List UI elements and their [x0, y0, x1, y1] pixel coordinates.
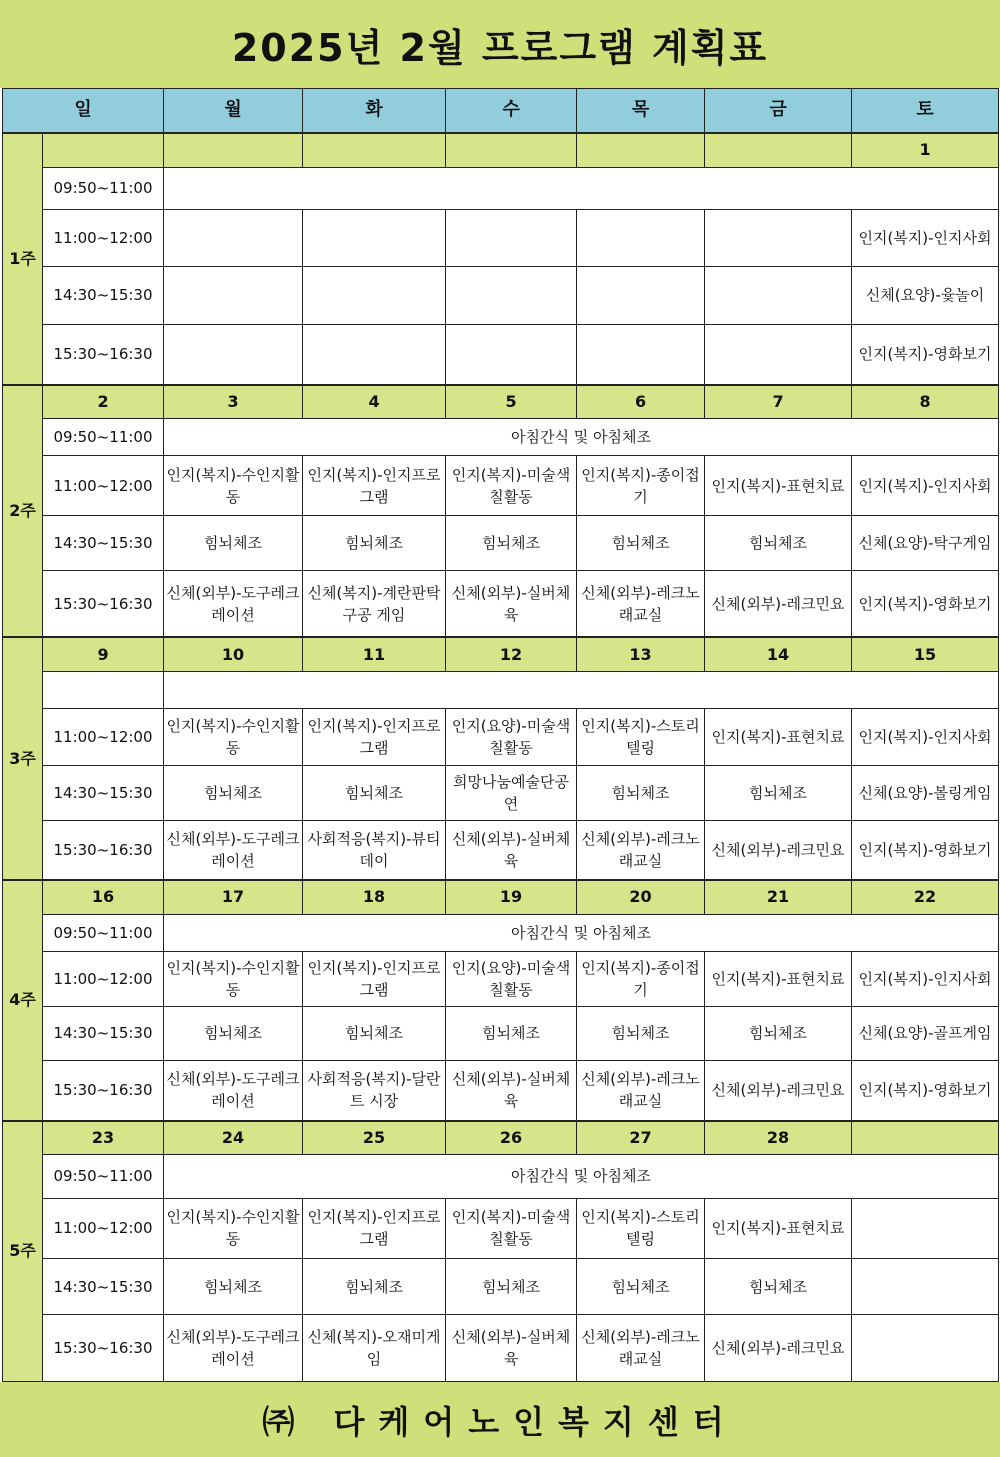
activity-cell: 인지(복지)-인지사회	[852, 209, 999, 266]
date-row	[3, 385, 999, 419]
activity-cell: 신체(외부)-실버체육	[446, 820, 577, 879]
activity-cell	[303, 267, 446, 324]
activity-cell: 인지(복지)-수인지활동	[164, 709, 303, 765]
activity-cell: 힘뇌체조	[577, 765, 705, 820]
time-slot-row	[3, 419, 999, 456]
activity-cell	[164, 209, 303, 266]
date-cell-sunday: 23	[43, 1121, 164, 1155]
activity-cell	[303, 324, 446, 384]
time-slot-label: 11:00~12:00	[43, 951, 164, 1006]
page-title: 2025년 2월 프로그램 계획표	[231, 25, 769, 70]
time-slot-label: 14:30~15:30	[43, 267, 164, 324]
activity-cell	[577, 209, 705, 266]
date-cell: 27	[577, 1121, 705, 1155]
time-slot-row	[3, 1007, 999, 1060]
date-cell: 15	[852, 637, 999, 671]
time-slot-row	[3, 1060, 999, 1120]
time-slot-label	[43, 671, 164, 708]
date-cell: 4	[303, 385, 446, 419]
activity-cell: 신체(외부)-레크노래교실	[577, 1060, 705, 1120]
time-slot-row	[3, 571, 999, 637]
time-slot-row	[3, 951, 999, 1006]
date-cell: 18	[303, 880, 446, 914]
week-label: 4주	[3, 880, 43, 1121]
activity-cell	[577, 324, 705, 384]
activity-cell: 인지(복지)-수인지활동	[164, 951, 303, 1006]
activity-cell: 힘뇌체조	[303, 1007, 446, 1060]
day-header-friday: 금	[705, 89, 852, 133]
date-cell: 17	[164, 880, 303, 914]
activity-cell	[446, 209, 577, 266]
activity-cell: 인지(복지)-스토리텔링	[577, 1198, 705, 1258]
activity-cell: 인지(복지)-인지프로그램	[303, 456, 446, 515]
activity-cell: 힘뇌체조	[164, 1007, 303, 1060]
center-name: ㈜ 다케어노인복지센터	[262, 1402, 738, 1441]
activity-cell: 힘뇌체조	[446, 1258, 577, 1314]
activity-cell: 신체(외부)-도구레크레이션	[164, 820, 303, 879]
activity-cell: 힘뇌체조	[705, 1258, 852, 1314]
activity-cell: 신체(외부)-실버체육	[446, 571, 577, 637]
date-cell: 25	[303, 1121, 446, 1155]
day-header-saturday: 토	[852, 89, 999, 133]
activity-cell: 인지(복지)-영화보기	[852, 820, 999, 879]
time-slot-label: 14:30~15:30	[43, 765, 164, 820]
date-cell: 26	[446, 1121, 577, 1155]
date-cell: 13	[577, 637, 705, 671]
activity-cell	[303, 209, 446, 266]
date-cell	[303, 133, 446, 167]
activity-cell: 인지(복지)-인지프로그램	[303, 951, 446, 1006]
date-cell: 11	[303, 637, 446, 671]
time-slot-label: 14:30~15:30	[43, 1258, 164, 1314]
date-cell: 1	[852, 133, 999, 167]
activity-cell	[577, 267, 705, 324]
activity-cell: 인지(복지)-인지프로그램	[303, 1198, 446, 1258]
time-slot-label: 09:50~11:00	[43, 419, 164, 456]
activity-cell	[705, 324, 852, 384]
activity-cell: 신체(요양)-볼링게임	[852, 765, 999, 820]
activity-cell: 인지(요양)-미술색칠활동	[446, 709, 577, 765]
date-cell: 21	[705, 880, 852, 914]
activity-cell: 힘뇌체조	[577, 515, 705, 570]
title-band	[0, 0, 1000, 88]
day-header-wednesday: 수	[446, 89, 577, 133]
schedule-table	[2, 88, 999, 1382]
time-slot-row	[3, 324, 999, 384]
activity-cell: 신체(외부)-레크민요	[705, 820, 852, 879]
date-cell: 28	[705, 1121, 852, 1155]
activity-cell: 신체(외부)-레크노래교실	[577, 820, 705, 879]
week-label: 1주	[3, 133, 43, 385]
merged-activity-cell: 아침간식 및 아침체조	[164, 914, 999, 951]
time-slot-row	[3, 209, 999, 266]
day-header-monday: 월	[164, 89, 303, 133]
activity-cell: 신체(외부)-레크민요	[705, 1060, 852, 1120]
date-row	[3, 1121, 999, 1155]
date-cell	[446, 133, 577, 167]
date-cell: 3	[164, 385, 303, 419]
activity-cell: 인지(복지)-인지프로그램	[303, 709, 446, 765]
activity-cell: 인지(복지)-인지사회	[852, 456, 999, 515]
activity-cell: 인지(복지)-스토리텔링	[577, 709, 705, 765]
week-label: 3주	[3, 637, 43, 880]
date-cell-sunday: 9	[43, 637, 164, 671]
merged-activity-cell: 아침간식 및 아침체조	[164, 419, 999, 456]
activity-cell	[705, 209, 852, 266]
date-row	[3, 133, 999, 167]
activity-cell: 인지(복지)-영화보기	[852, 571, 999, 637]
activity-cell	[705, 267, 852, 324]
time-slot-row	[3, 1258, 999, 1314]
activity-cell: 인지(복지)-영화보기	[852, 1060, 999, 1120]
activity-cell: 신체(외부)-레크노래교실	[577, 571, 705, 637]
activity-cell: 사회적응(복지)-뷰티데이	[303, 820, 446, 879]
activity-cell: 신체(외부)-레크민요	[705, 571, 852, 637]
date-cell: 20	[577, 880, 705, 914]
activity-cell: 신체(복지)-계란판탁구공 게임	[303, 571, 446, 637]
time-slot-row	[3, 267, 999, 324]
activity-cell: 힘뇌체조	[705, 765, 852, 820]
activity-cell: 힘뇌체조	[577, 1007, 705, 1060]
merged-activity-cell: 아침간식 및 아침체조	[164, 1155, 999, 1198]
activity-cell	[164, 267, 303, 324]
date-cell: 6	[577, 385, 705, 419]
merged-activity-cell	[164, 671, 999, 708]
time-slot-row	[3, 820, 999, 879]
date-row	[3, 637, 999, 671]
day-header-thursday: 목	[577, 89, 705, 133]
activity-cell: 신체(외부)-레크노래교실	[577, 1315, 705, 1382]
time-slot-label: 11:00~12:00	[43, 209, 164, 266]
time-slot-row	[3, 167, 999, 209]
activity-cell	[446, 324, 577, 384]
time-slot-label: 15:30~16:30	[43, 1060, 164, 1120]
date-cell: 24	[164, 1121, 303, 1155]
activity-cell: 신체(외부)-레크민요	[705, 1315, 852, 1382]
time-slot-row	[3, 1315, 999, 1382]
activity-cell: 인지(복지)-미술색칠활동	[446, 456, 577, 515]
activity-cell	[852, 1198, 999, 1258]
date-cell-sunday: 16	[43, 880, 164, 914]
activity-cell: 신체(요양)-윷놀이	[852, 267, 999, 324]
activity-cell: 희망나눔예술단공연	[446, 765, 577, 820]
date-cell: 12	[446, 637, 577, 671]
date-cell-sunday	[43, 133, 164, 167]
activity-cell: 인지(복지)-표현치료	[705, 951, 852, 1006]
activity-cell	[852, 1315, 999, 1382]
activity-cell: 힘뇌체조	[303, 515, 446, 570]
date-cell: 19	[446, 880, 577, 914]
date-cell	[577, 133, 705, 167]
day-header-tuesday: 화	[303, 89, 446, 133]
activity-cell: 인지(복지)-종이접기	[577, 951, 705, 1006]
time-slot-row	[3, 914, 999, 951]
activity-cell: 인지(복지)-표현치료	[705, 1198, 852, 1258]
activity-cell: 인지(요양)-미술색칠활동	[446, 951, 577, 1006]
activity-cell: 신체(외부)-도구레크레이션	[164, 1315, 303, 1382]
date-cell	[164, 133, 303, 167]
time-slot-label: 09:50~11:00	[43, 167, 164, 209]
date-cell: 8	[852, 385, 999, 419]
time-slot-row	[3, 1155, 999, 1198]
time-slot-row	[3, 709, 999, 765]
date-cell: 7	[705, 385, 852, 419]
time-slot-label: 09:50~11:00	[43, 1155, 164, 1198]
activity-cell: 사회적응(복지)-달란트 시장	[303, 1060, 446, 1120]
day-header-sunday: 일	[3, 89, 164, 133]
date-cell: 14	[705, 637, 852, 671]
activity-cell: 인지(복지)-수인지활동	[164, 456, 303, 515]
activity-cell: 힘뇌체조	[303, 765, 446, 820]
activity-cell: 신체(외부)-실버체육	[446, 1315, 577, 1382]
activity-cell: 인지(복지)-영화보기	[852, 324, 999, 384]
time-slot-row	[3, 671, 999, 708]
date-cell: 10	[164, 637, 303, 671]
time-slot-label: 11:00~12:00	[43, 709, 164, 765]
time-slot-label: 14:30~15:30	[43, 515, 164, 570]
activity-cell: 힘뇌체조	[303, 1258, 446, 1314]
footer-band	[0, 1382, 1000, 1457]
activity-cell: 인지(복지)-인지사회	[852, 951, 999, 1006]
time-slot-label: 15:30~16:30	[43, 820, 164, 879]
weekday-header-row	[3, 89, 999, 133]
activity-cell	[446, 267, 577, 324]
activity-cell: 힘뇌체조	[705, 1007, 852, 1060]
time-slot-row	[3, 456, 999, 515]
activity-cell: 힘뇌체조	[446, 515, 577, 570]
activity-cell	[852, 1258, 999, 1314]
date-cell: 5	[446, 385, 577, 419]
date-cell	[852, 1121, 999, 1155]
activity-cell: 신체(외부)-도구레크레이션	[164, 571, 303, 637]
merged-activity-cell	[164, 167, 999, 209]
activity-cell: 힘뇌체조	[164, 765, 303, 820]
date-cell-sunday: 2	[43, 385, 164, 419]
week-label: 2주	[3, 385, 43, 638]
activity-cell: 인지(복지)-수인지활동	[164, 1198, 303, 1258]
activity-cell: 힘뇌체조	[577, 1258, 705, 1314]
time-slot-row	[3, 765, 999, 820]
time-slot-row	[3, 515, 999, 570]
time-slot-label: 14:30~15:30	[43, 1007, 164, 1060]
date-row	[3, 880, 999, 914]
activity-cell	[164, 324, 303, 384]
activity-cell: 신체(외부)-실버체육	[446, 1060, 577, 1120]
activity-cell: 인지(복지)-미술색칠활동	[446, 1198, 577, 1258]
activity-cell: 인지(복지)-인지사회	[852, 709, 999, 765]
activity-cell: 힘뇌체조	[164, 1258, 303, 1314]
time-slot-label: 09:50~11:00	[43, 914, 164, 951]
week-label: 5주	[3, 1121, 43, 1382]
date-cell	[705, 133, 852, 167]
activity-cell: 힘뇌체조	[446, 1007, 577, 1060]
activity-cell: 신체(요양)-탁구게임	[852, 515, 999, 570]
time-slot-label: 11:00~12:00	[43, 456, 164, 515]
activity-cell: 인지(복지)-종이접기	[577, 456, 705, 515]
time-slot-label: 15:30~16:30	[43, 1315, 164, 1382]
activity-cell: 신체(복지)-오재미게임	[303, 1315, 446, 1382]
activity-cell: 인지(복지)-표현치료	[705, 709, 852, 765]
date-cell: 22	[852, 880, 999, 914]
activity-cell: 신체(외부)-도구레크레이션	[164, 1060, 303, 1120]
activity-cell: 신체(요양)-골프게임	[852, 1007, 999, 1060]
time-slot-label: 11:00~12:00	[43, 1198, 164, 1258]
activity-cell: 인지(복지)-표현치료	[705, 456, 852, 515]
time-slot-row	[3, 1198, 999, 1258]
activity-cell: 힘뇌체조	[164, 515, 303, 570]
activity-cell: 힘뇌체조	[705, 515, 852, 570]
time-slot-label: 15:30~16:30	[43, 324, 164, 384]
time-slot-label: 15:30~16:30	[43, 571, 164, 637]
